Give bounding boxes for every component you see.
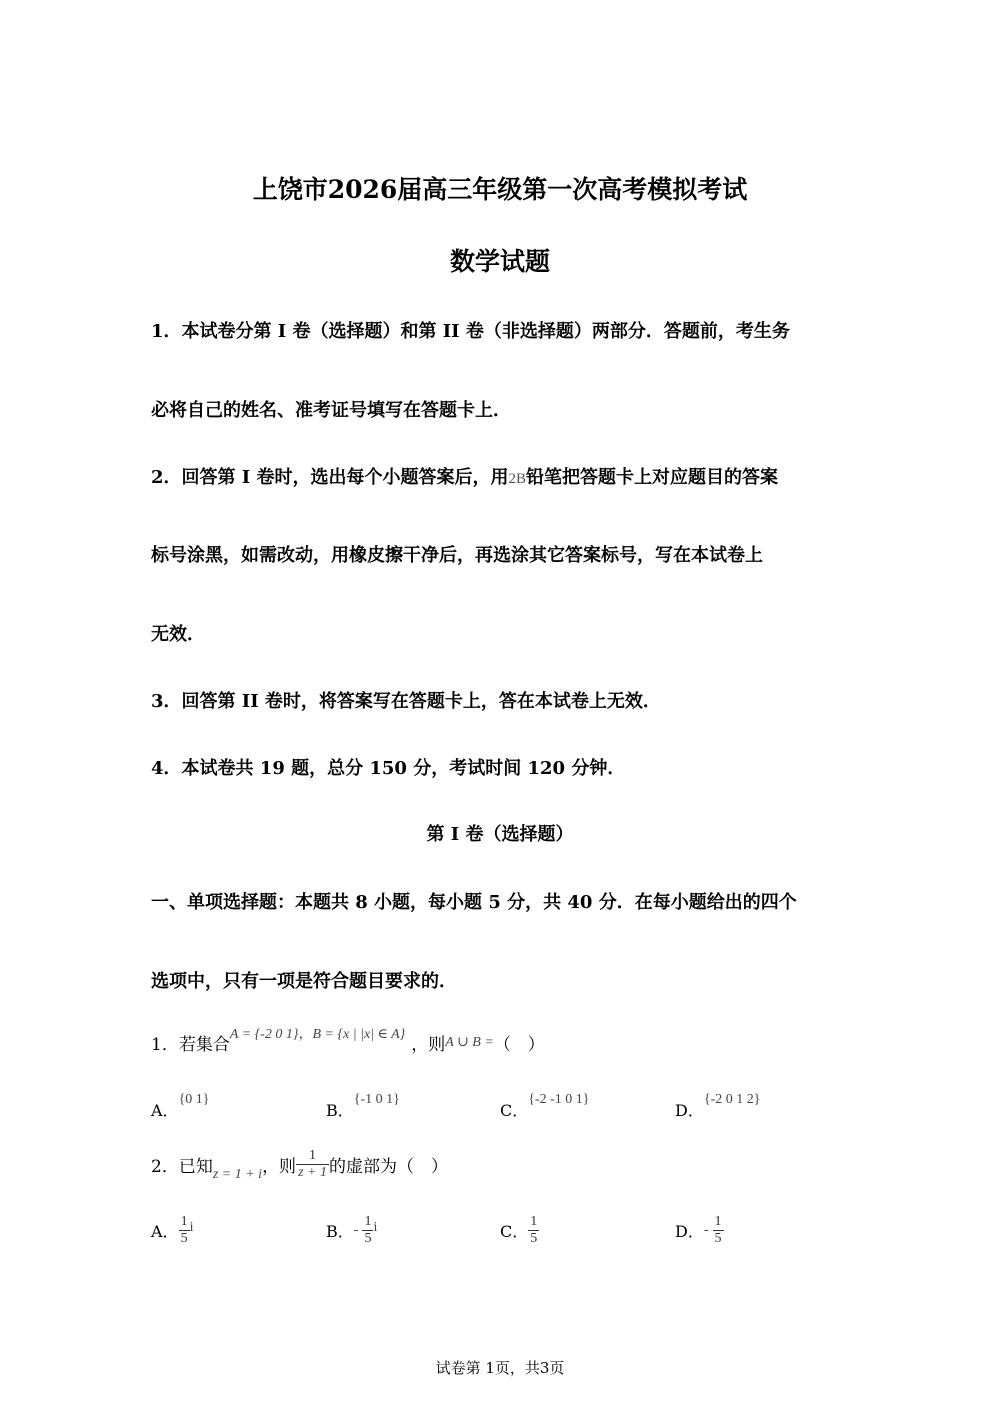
- page-subtitle: 数学试题: [449, 247, 550, 276]
- section-title: 第 I 卷（选择题）: [426, 824, 574, 845]
- imaginary-unit: i: [189, 1220, 194, 1235]
- question-1-prefix: 1．若集合: [151, 1035, 230, 1055]
- fraction-denominator: 5: [530, 1231, 538, 1246]
- option-value: {-2 -1 0 1}: [528, 1092, 590, 1107]
- note-1-line-1: 1．本试卷分第 I 卷（选择题）和第 II 卷（非选择题）两部分．答题前，考生务: [151, 321, 790, 342]
- part-1-line-1: 一、单项选择题：本题共 8 小题，每小题 5 分，共 40 分．在每小题给出的四个: [151, 892, 797, 913]
- option-sign: -: [353, 1222, 359, 1238]
- q2-option-b[interactable]: [326, 1214, 377, 1247]
- part-1-line-2: 选项中，只有一项是符合题目要求的．: [151, 971, 457, 992]
- option-label: D．: [675, 1101, 704, 1120]
- fraction-numerator: 1: [364, 1214, 372, 1229]
- q1-option-a[interactable]: [151, 1092, 210, 1121]
- option-label: C．: [500, 1101, 529, 1120]
- note-2-line-2: 标号涂黑，如需改动，用橡皮擦干净后，再选涂其它答案标号，写在本试卷上: [151, 545, 763, 566]
- option-label: A．: [151, 1101, 179, 1120]
- question-2-mid: ，则: [262, 1157, 297, 1177]
- option-sign: -: [703, 1222, 709, 1238]
- set-a: A = {-2 0 1}: [229, 1027, 299, 1042]
- set-separator: ，: [298, 1027, 313, 1042]
- q1-option-c[interactable]: [500, 1092, 590, 1121]
- fraction-numerator: 1: [714, 1214, 722, 1229]
- note-2-text-b: 铅笔把答题卡上对应题目的答案: [526, 467, 778, 488]
- note-2-text-a: 2．回答第 I 卷时，选出每个小题答案后，用: [151, 467, 509, 488]
- option-value: {-1 0 1}: [353, 1092, 400, 1107]
- question-1: [151, 1027, 545, 1055]
- note-3: 3．回答第 II 卷时，将答案写在答题卡上，答在本试卷上无效．: [151, 691, 661, 712]
- q2-option-c[interactable]: [500, 1214, 539, 1247]
- page-title: 上饶市2026届高三年级第一次高考模拟考试: [252, 175, 748, 204]
- q2-option-a[interactable]: [151, 1214, 193, 1247]
- fraction-denominator: 5: [714, 1231, 722, 1246]
- answer-bracket: （ ）: [493, 1035, 545, 1055]
- question-2: [151, 1148, 448, 1181]
- question-1-mid: ，则: [411, 1035, 446, 1055]
- q1-option-b[interactable]: [326, 1092, 400, 1121]
- option-label: A．: [151, 1222, 179, 1241]
- note-4: 4．本试卷共 19 题，总分 150 分，考试时间 120 分钟．: [151, 758, 626, 779]
- question-2-prefix: 2．已知: [151, 1157, 213, 1177]
- option-label: C．: [500, 1222, 529, 1241]
- q1-option-d[interactable]: [675, 1092, 761, 1121]
- option-label: B．: [326, 1101, 354, 1120]
- fraction-denominator: 5: [180, 1231, 188, 1246]
- option-label: D．: [675, 1222, 704, 1241]
- pencil-type: 2B: [508, 471, 526, 487]
- page-footer: 试卷第 1页，共3页: [435, 1359, 565, 1377]
- option-fraction: [179, 1214, 190, 1247]
- imaginary-unit: i: [373, 1220, 378, 1235]
- note-2-line-3: 无效．: [151, 624, 205, 645]
- complex-z: z = 1 + i: [212, 1166, 263, 1182]
- option-fraction: [528, 1214, 539, 1247]
- option-fraction: [713, 1214, 724, 1247]
- set-b: B = {x | |x| ∈ A}: [312, 1027, 406, 1042]
- fraction-denominator: z + 1: [298, 1165, 327, 1180]
- union-expression: A ∪ B =: [445, 1035, 494, 1050]
- note-1-line-2: 必将自己的姓名、准考证号填写在答题卡上．: [151, 400, 511, 421]
- question-2-suffix: 的虚部为（ ）: [328, 1157, 448, 1177]
- fraction-numerator: 1: [309, 1148, 317, 1163]
- option-fraction: [362, 1214, 373, 1247]
- note-2-line-1: [151, 463, 778, 489]
- option-value: {-2 0 1 2}: [703, 1092, 761, 1107]
- fraction-denominator: 5: [364, 1231, 372, 1246]
- q2-option-d[interactable]: [675, 1214, 724, 1247]
- fraction-1-over-z-plus-1: [296, 1148, 329, 1181]
- option-value: {0 1}: [178, 1092, 210, 1107]
- option-label: B．: [326, 1222, 354, 1241]
- fraction-numerator: 1: [530, 1214, 538, 1229]
- fraction-numerator: 1: [180, 1214, 188, 1229]
